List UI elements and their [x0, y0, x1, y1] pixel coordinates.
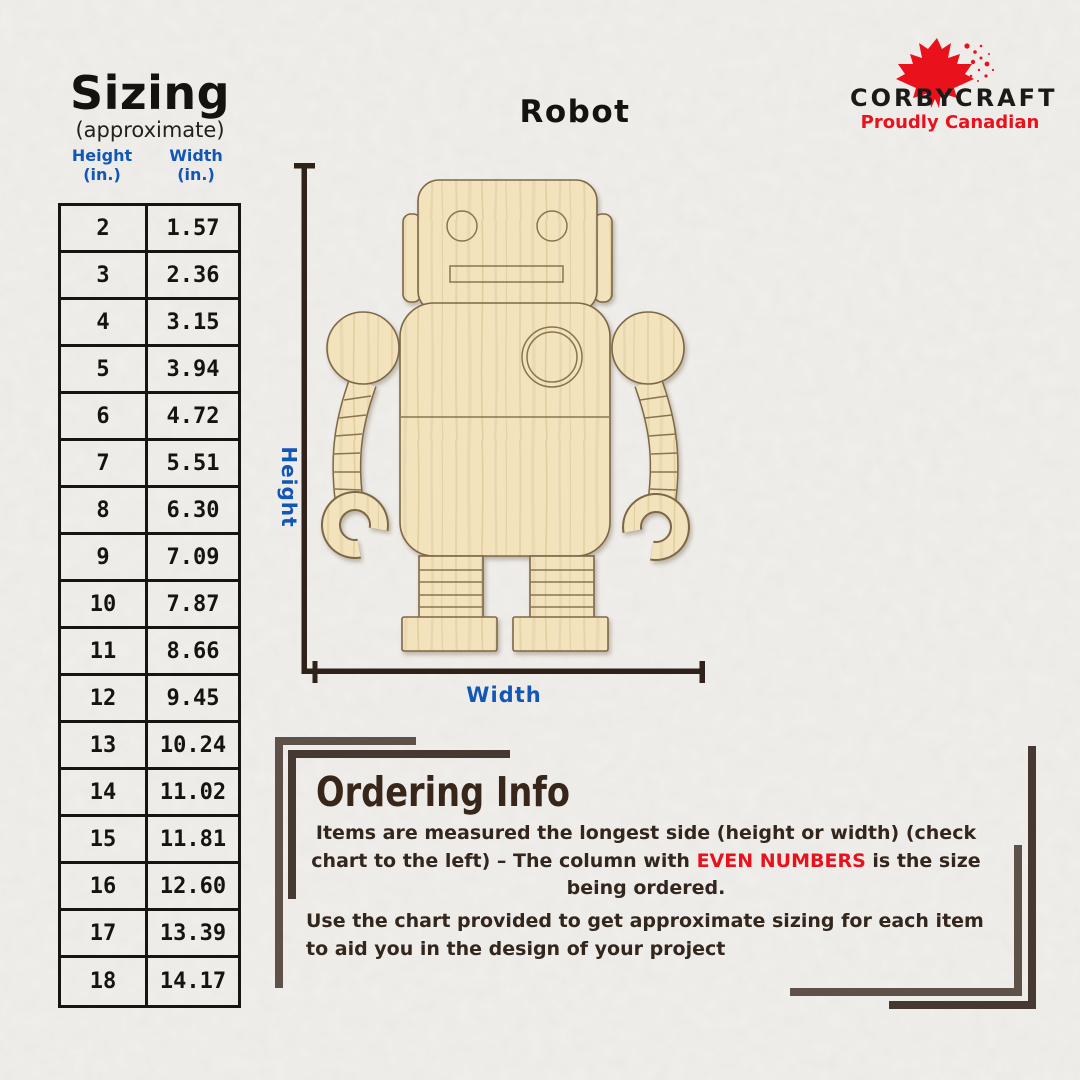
width-cell: 10.24: [159, 732, 227, 758]
sizing-table: [58, 203, 241, 1008]
height-cell: 11: [61, 629, 148, 673]
robot-right-shoulder: [612, 312, 684, 384]
height-cell: 18: [61, 958, 148, 1005]
height-cell: 8: [61, 488, 148, 532]
even-numbers-highlight: EVEN NUMBERS: [696, 849, 866, 872]
width-cell: 11.81: [159, 826, 227, 852]
ordering-paragraph-1: [306, 820, 986, 903]
robot-left-claw: [331, 501, 379, 549]
width-cell: 8.66: [166, 638, 220, 664]
column-header-width: Width (in.): [169, 146, 223, 184]
height-cell: 3: [61, 253, 148, 297]
width-cell: 1.57: [166, 215, 220, 241]
table-row: [61, 300, 238, 347]
width-cell: 14.17: [159, 969, 227, 994]
ordering-paragraph-2: Use the chart provided to get approximate sizing for each item to aid you in the design of your project: [306, 910, 984, 960]
height-cell: 6: [61, 394, 148, 438]
table-row: [61, 347, 238, 394]
table-row: [61, 535, 238, 582]
table-row: [61, 629, 238, 676]
height-line: [302, 163, 308, 674]
table-row: [61, 770, 238, 817]
robot-body: [400, 303, 610, 556]
width-cell: 12.60: [159, 873, 227, 899]
height-cell: 14: [61, 770, 148, 814]
table-row: [61, 723, 238, 770]
robot-head: [418, 180, 597, 312]
width-line-left-tick: [313, 661, 318, 683]
height-cell: 7: [61, 441, 148, 485]
table-row: [61, 676, 238, 723]
height-cell: 13: [61, 723, 148, 767]
robot-cutout-drawing: [327, 180, 684, 651]
width-cell: 2.36: [166, 262, 220, 288]
width-cell: 11.02: [159, 779, 227, 805]
width-cell: 7.09: [166, 544, 220, 570]
table-row: [61, 441, 238, 488]
table-row: [61, 394, 238, 441]
width-cell: 5.51: [166, 450, 220, 476]
table-row: [61, 488, 238, 535]
width-cell: 6.30: [166, 497, 220, 523]
height-cell: 12: [61, 676, 148, 720]
brand-tagline: Proudly Canadian: [860, 112, 1040, 133]
column-header-height: Height (in.): [71, 146, 133, 184]
table-row: [61, 864, 238, 911]
table-row: [61, 911, 238, 958]
sizing-title: Sizing: [69, 66, 231, 120]
width-cell: 13.39: [159, 920, 227, 946]
brand-name: CORBYCRAFT: [850, 84, 1058, 112]
width-line: [302, 669, 705, 675]
height-cell: 9: [61, 535, 148, 579]
sizing-subtitle: (approximate): [75, 118, 225, 142]
table-row: [61, 253, 238, 300]
product-title: Robot: [519, 94, 631, 130]
ordering-p1-text-end: is the size being ordered.: [566, 849, 981, 900]
width-line-right-cap: [700, 661, 706, 683]
height-cell: 16: [61, 864, 148, 908]
height-cell: 17: [61, 911, 148, 955]
width-cell: 4.72: [166, 403, 220, 429]
table-row: [61, 817, 238, 864]
table-row: [61, 582, 238, 629]
height-cell: 5: [61, 347, 148, 391]
ordering-info-title: Ordering Info: [316, 768, 571, 816]
height-cell: 10: [61, 582, 148, 626]
height-cell: 4: [61, 300, 148, 344]
height-cell: 2: [61, 206, 148, 250]
width-cell: 7.87: [166, 591, 220, 617]
robot-left-leg: [419, 556, 483, 618]
table-row: [61, 958, 238, 1005]
robot-dimension-diagram: [280, 150, 720, 695]
width-dimension-label: Width: [466, 683, 542, 707]
robot-left-foot: [402, 617, 497, 651]
height-cell: 15: [61, 817, 148, 861]
robot-right-leg: [530, 556, 594, 618]
width-cell: 3.94: [166, 356, 220, 382]
table-row: [61, 206, 238, 253]
robot-right-claw: [632, 503, 680, 551]
robot-left-shoulder: [327, 312, 399, 384]
robot-right-foot: [513, 617, 608, 651]
width-cell: 9.45: [166, 685, 220, 711]
width-cell: 3.15: [166, 309, 220, 335]
ordering-p1-text: Items are measured the longest side (height or width) (check chart to the left) – The column with: [311, 822, 977, 872]
height-dimension-label: Height: [277, 446, 301, 528]
